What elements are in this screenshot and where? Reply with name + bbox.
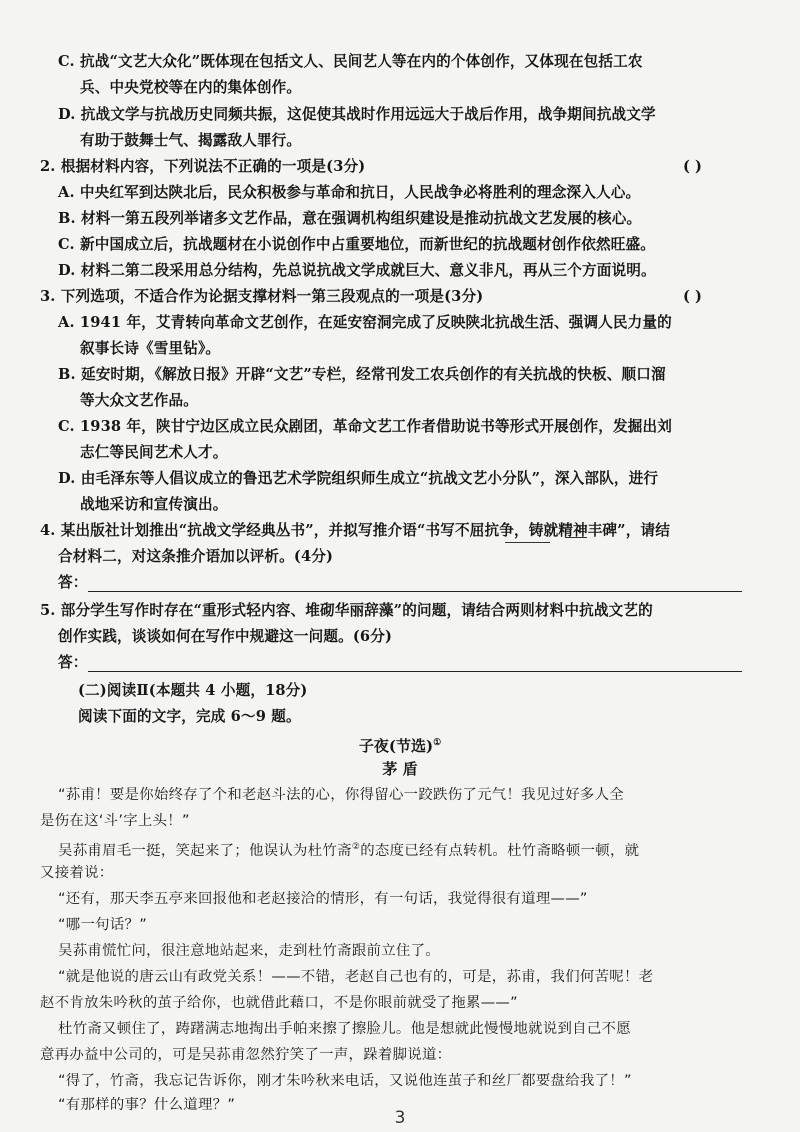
q3-stem: 3. 下列选项，不适合作为论据支撑材料一第三段观点的一项是(3分): [40, 288, 484, 305]
passage-p5: 吴荪甫慌忙问，很注意地站起来，走到杜竹斋跟前立住了。: [58, 943, 440, 959]
passage-title-footnote-mark: ①: [433, 738, 442, 748]
passage-p1-line2: 是伤在这‘斗’字上头！”: [40, 813, 190, 829]
q2-answer-bracket: ( ): [683, 158, 702, 175]
passage-p6-line2: 赵不肯放朱吟秋的茧子给你，也就借此藉口，不是你眼前就受了拖累——”: [40, 995, 518, 1011]
handwritten-underline-mark: [505, 542, 550, 543]
q1-option-c-line1: C. 抗战“文艺大众化”既体现在包括文人、民间艺人等在内的个体创作，又体现在包括工农: [58, 53, 643, 70]
passage-p6-line1: “就是他说的唐云山有政党关系！——不错，老赵自己也有的，可是，荪甫，我们何苦呢！老: [58, 969, 654, 985]
q3-option-a-line1: A. 1941 年，艾青转向革命文艺创作，在延安窑洞完成了反映陕北抗战生活、强调人民力量的: [58, 314, 672, 331]
passage-title-text: 子夜(节选): [358, 737, 434, 755]
q3-option-c-line2: 志仁等民间艺术人才。: [80, 444, 228, 461]
q2-option-d: D. 材料二第二段采用总分结构，先总说抗战文学成就巨大、意义非凡，再从三个方面说明。: [58, 262, 656, 279]
q3-answer-bracket: ( ): [683, 288, 702, 305]
q5-answer-line[interactable]: [88, 671, 742, 672]
q5-stem-line2: 创作实践，谈谈如何在写作中规避这一问题。(6分): [58, 628, 393, 645]
passage-p4: “哪一句话？”: [58, 917, 147, 933]
passage-p9: “有那样的事？什么道理？”: [58, 1097, 236, 1113]
page-number: 3: [394, 1108, 406, 1128]
q4-stem-line1: 4. 某出版社计划推出“抗战文学经典丛书”，并拟写推介语“书写不屈抗争，铸就精神丰碑”，请结: [40, 522, 670, 539]
q2-option-c: C. 新中国成立后，抗战题材在小说创作中占重要地位，而新世纪的抗战题材创作依然旺盛。: [58, 236, 655, 253]
q1-option-d-line2: 有助于鼓舞士气、揭露敌人罪行。: [80, 132, 302, 149]
q5-answer-label: 答：: [58, 654, 88, 671]
q2-option-a: A. 中央红军到达陕北后，民众积极参与革命和抗日，人民战争必将胜利的理念深入人心。: [58, 184, 641, 201]
section2-instruction: 阅读下面的文字，完成 6～9 题。: [78, 708, 301, 725]
passage-p7-line1: 杜竹斋又顿住了，踌躇满志地掏出手帕来擦了擦脸儿。他是想就此慢慢地就说到自己不愿: [58, 1021, 631, 1037]
q3-option-d-line2: 战地采访和宣传演出。: [80, 496, 228, 513]
q2-option-b: B. 材料一第五段列举诸多文艺作品，意在强调机构组织建设是推动抗战文艺发展的核心。: [58, 210, 642, 227]
handwritten-dash-mark: [565, 537, 587, 538]
passage-title: [0, 733, 800, 756]
passage-p7-line2: 意再办益中公司的，可是吴荪甫忽然狞笑了一声，跺着脚说道：: [40, 1047, 452, 1063]
passage-p3: “还有，那天李五亭来回报他和老赵接洽的情形，有一句话，我觉得很有道理——”: [58, 891, 588, 907]
passage-p8: “得了，竹斋，我忘记告诉你，刚才朱吟秋来电话，又说他连茧子和丝厂都要盘给我了！”: [58, 1073, 632, 1089]
q3-option-d-line1: D. 由毛泽东等人倡议成立的鲁迅艺术学院组织师生成立“抗战文艺小分队”，深入部队，进行: [58, 470, 659, 487]
q1-option-d-line1: D. 抗战文学与抗战历史同频共振，这促使其战时作用远远大于战后作用，战争期间抗战文学: [58, 106, 656, 123]
q4-answer-line[interactable]: [88, 591, 742, 592]
passage-p2-line1: [58, 837, 639, 861]
passage-p1-line1: “荪甫！要是你始终存了个和老赵斗法的心，你得留心一跤跌伤了元气！我见过好多人全: [58, 787, 625, 803]
q4-answer-label: 答：: [58, 574, 88, 591]
q3-option-b-line1: B. 延安时期，《解放日报》开辟“文艺”专栏，经常刊发工农兵创作的有关抗战的快板、顺口溜: [58, 366, 666, 383]
q5-stem-line1: 5. 部分学生写作时存在“重形式轻内容、堆砌华丽辞藻”的问题，请结合两则材料中抗战文艺的: [40, 602, 653, 619]
q4-stem-line2: 合材料二，对这条推介语加以评析。(4分): [58, 548, 334, 565]
q2-stem: 2. 根据材料内容，下列说法不正确的一项是(3分): [40, 158, 366, 175]
q3-option-b-line2: 等大众文艺作品。: [80, 392, 198, 409]
q1-option-c-line2: 兵、中央党校等在内的集体创作。: [80, 79, 302, 96]
passage-p2-post: 的态度已经有点转机。杜竹斋略顿一顿，就: [360, 842, 640, 859]
section2-heading: (二)阅读Ⅱ(本题共 4 小题，18分): [78, 682, 308, 699]
q3-option-a-line2: 叙事长诗《雪里钻》。: [80, 340, 221, 357]
passage-p2-pre: 吴荪甫眉毛一挺，笑起来了；他误认为杜竹斋: [58, 842, 352, 859]
q3-option-c-line1: C. 1938 年，陕甘宁边区成立民众剧团，革命文艺工作者借助说书等形式开展创作，发掘出刘: [58, 418, 672, 435]
passage-p2-footnote-mark: ②: [351, 842, 361, 852]
passage-p2-line2: 又接着说：: [40, 865, 114, 881]
passage-author: 茅 盾: [382, 760, 418, 778]
